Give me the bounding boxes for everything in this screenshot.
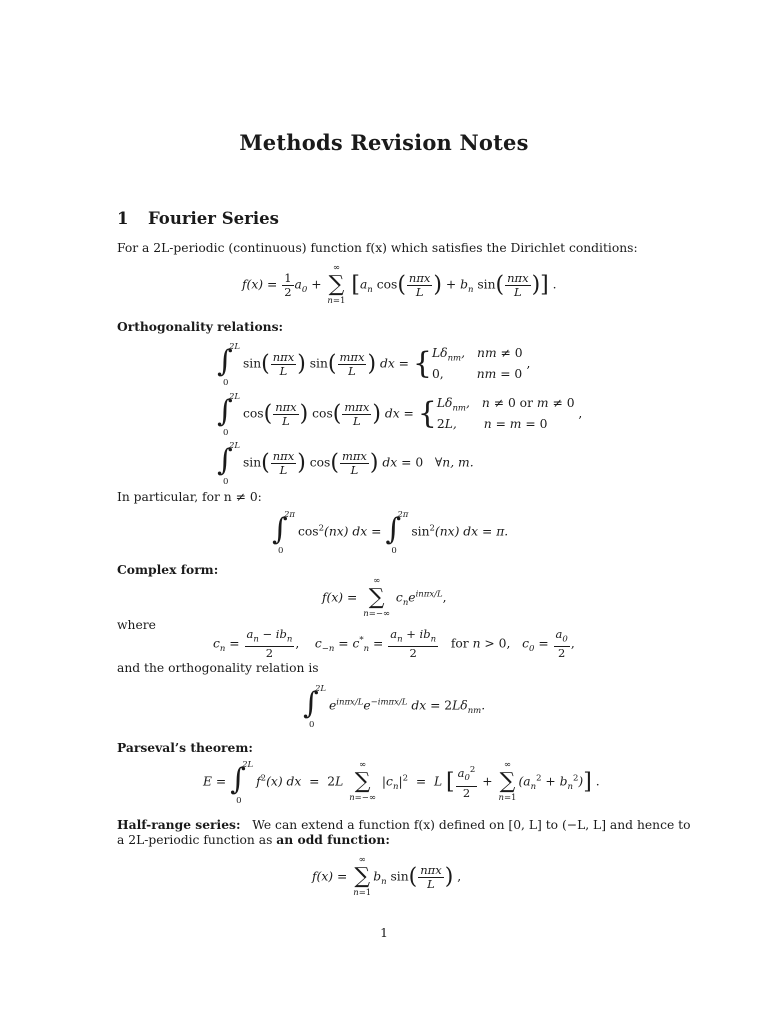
complex-series-equation: f(x) = ∞ ∑ n=−∞ $c_ne^{in\pi x/L}$, [322,576,447,619]
fourier-series-equation: f(x) = $\frac{1}{2}$ $a_0$ + ∞ ∑ n=1 [$a_n$ cos( $\frac{\text{nπx}}{L}$ ) + $b_n$ sin( $\frac{\text{nπx}}{L}$ )] . [242,263,557,306]
intro-paragraph: For a 2L-periodic (continuous) function f(x) which satisfies the Dirichlet conditions: [117,241,638,255]
complex-orthogonality-equation: ∫ 2L 0 $e^{in\pi x/L}e^{-im\pi x/L}$ dx = $2L\delta_{nm}$. [303,684,486,730]
orthogonality-sin-sin-equation: ∫ 2L 0 sin( $\frac{\text{nπx}}{L}$ ) sin( $\frac{\text{mπx}}{L}$ ) dx = {$L\delta_{nm}$, nm ≠ 0 0, nm = 0 , [217,342,531,388]
half-range-paragraph-line-1 [117,817,691,833]
half-range-body-1: We can extend a function f(x) defined on [0, L] to (−L, L] and hence to [252,818,691,832]
page-title: Methods Revision Notes [239,130,529,155]
page-number: 1 [380,926,388,940]
half-range-sine-series-equation: f(x) = ∞ ∑ n=1 $b_n$ sin( $\frac{\text{nπx}}{L}$ ) , [312,855,462,898]
complex-coefficients-equation: $c_n$ = $\frac{a_n - ib_n}{2}$ , $c_{-n} = c^*_n$ = $\frac{a_n + ib_n}{2}$ for n > 0, $c_0$ = $\frac{a_0}{2}$ , [213,627,575,661]
complex-form-heading: Complex form: [117,562,219,577]
orthogonality-cos-cos-equation: ∫ 2L 0 cos( $\frac{\text{nπx}}{L}$ ) cos( $\frac{\text{mπx}}{L}$ ) dx = {$L\delta_{nm}$, n ≠ 0 or m ≠ 0 2L, n = m = 0 , [217,392,583,438]
section-title: Fourier Series [148,209,279,228]
in-particular-text: In particular, for n ≠ 0: [117,490,262,504]
half-range-bold-text: an odd function: [276,832,390,847]
parseval-heading: Parseval’s theorem: [117,740,253,755]
half-range-body-2: a 2L-periodic function as [117,833,273,847]
half-range-heading: Half-range series: [117,817,241,832]
orthogonality-sin-cos-equation: ∫ 2L 0 sin( $\frac{\text{nπx}}{L}$ ) cos( $\frac{\text{mπx}}{L}$ ) dx = 0 ∀n, m. [217,441,474,487]
cos-sin-squared-integral-equation: ∫ 2π 0 $\cos^2(nx)$ dx = ∫ 2π 0 $\sin^2(nx)$ dx = π. [272,510,509,556]
half-range-paragraph-line-2 [117,832,390,848]
section-heading [117,209,279,228]
orthogonality-heading: Orthogonality relations: [117,319,284,334]
where-text: where [117,618,156,632]
parseval-equation: E = ∫ 2L 0 $f^2(x)$ dx = 2L ∞ ∑ n=−∞ $|c_n|^2 = L$ [ $\frac{a_0^2}{2}$ + ∞ ∑ n=1 $(a_n^2 + b_n^2)$] . [203,760,600,806]
section-number: 1 [117,209,129,228]
and-orthogonality-text: and the orthogonality relation is [117,661,319,675]
